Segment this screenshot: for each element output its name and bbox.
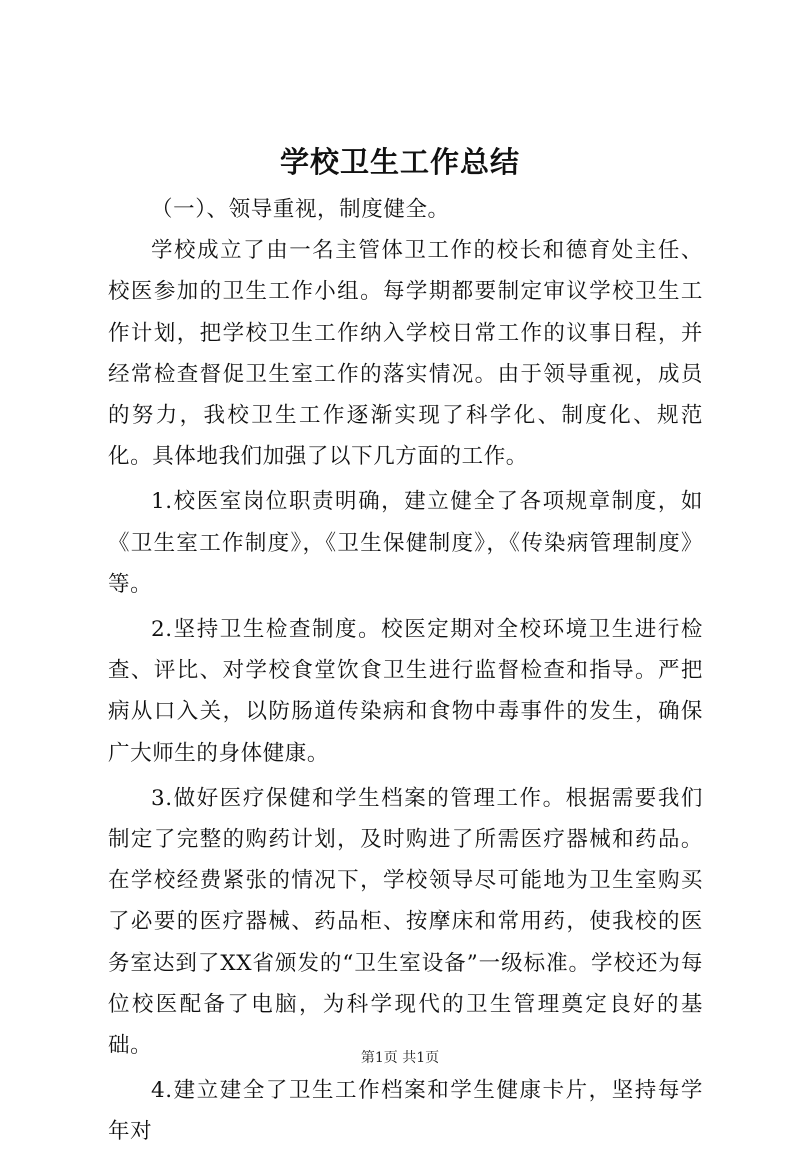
paragraph-item-3: 3.做好医疗保健和学生档案的管理工作。根据需要我们制定了完整的购药计划，及时购进了所需医疗器械和药品。在学校经费紧张的情况下，学校领导尽可能地为卫生室购买了必要的医疗器械、药品柜、按摩床和常用药，使我校的医务室达到了XX省颁发的“卫生室设备”一级标准。学校还为每位校医配备了电脑，为科学现代的卫生管理奠定良好的基础。 [108, 785, 703, 1059]
paragraph-intro: 学校成立了由一名主管体卫工作的校长和德育处主任、校医参加的卫生工作小组。每学期都要制定审议学校卫生工作计划，把学校卫生工作纳入学校日常工作的议事日程，并经常检查督促卫生室工作的落实情况。由于领导重视，成员的努力，我校卫生工作逐渐实现了科学化、制度化、规范化。具体地我们加强了以下几方面的工作。 [108, 238, 703, 470]
paragraph-item-2: 2.坚持卫生检查制度。校医定期对全校环境卫生进行检查、评比、对学校食堂饮食卫生进行监督检查和指导。严把病从口入关，以防肠道传染病和食物中毒事件的发生，确保广大师生的身体健康。 [108, 617, 703, 766]
document-body [108, 189, 703, 1153]
paragraph-item-4: 4.建立建全了卫生工作档案和学生健康卡片，坚持每学年对 [108, 1078, 703, 1145]
section-heading: （一）、领导重视，制度健全。 [151, 197, 450, 222]
page-number-footer: 第1页 共1页 [360, 1050, 440, 1066]
paragraph-item-1: 1.校医室岗位职责明确，建立健全了各项规章制度，如《卫生室工作制度》，《卫生保健制度》，《传染病管理制度》等。 [108, 489, 703, 597]
document-title: 学校卫生工作总结 [279, 145, 520, 179]
